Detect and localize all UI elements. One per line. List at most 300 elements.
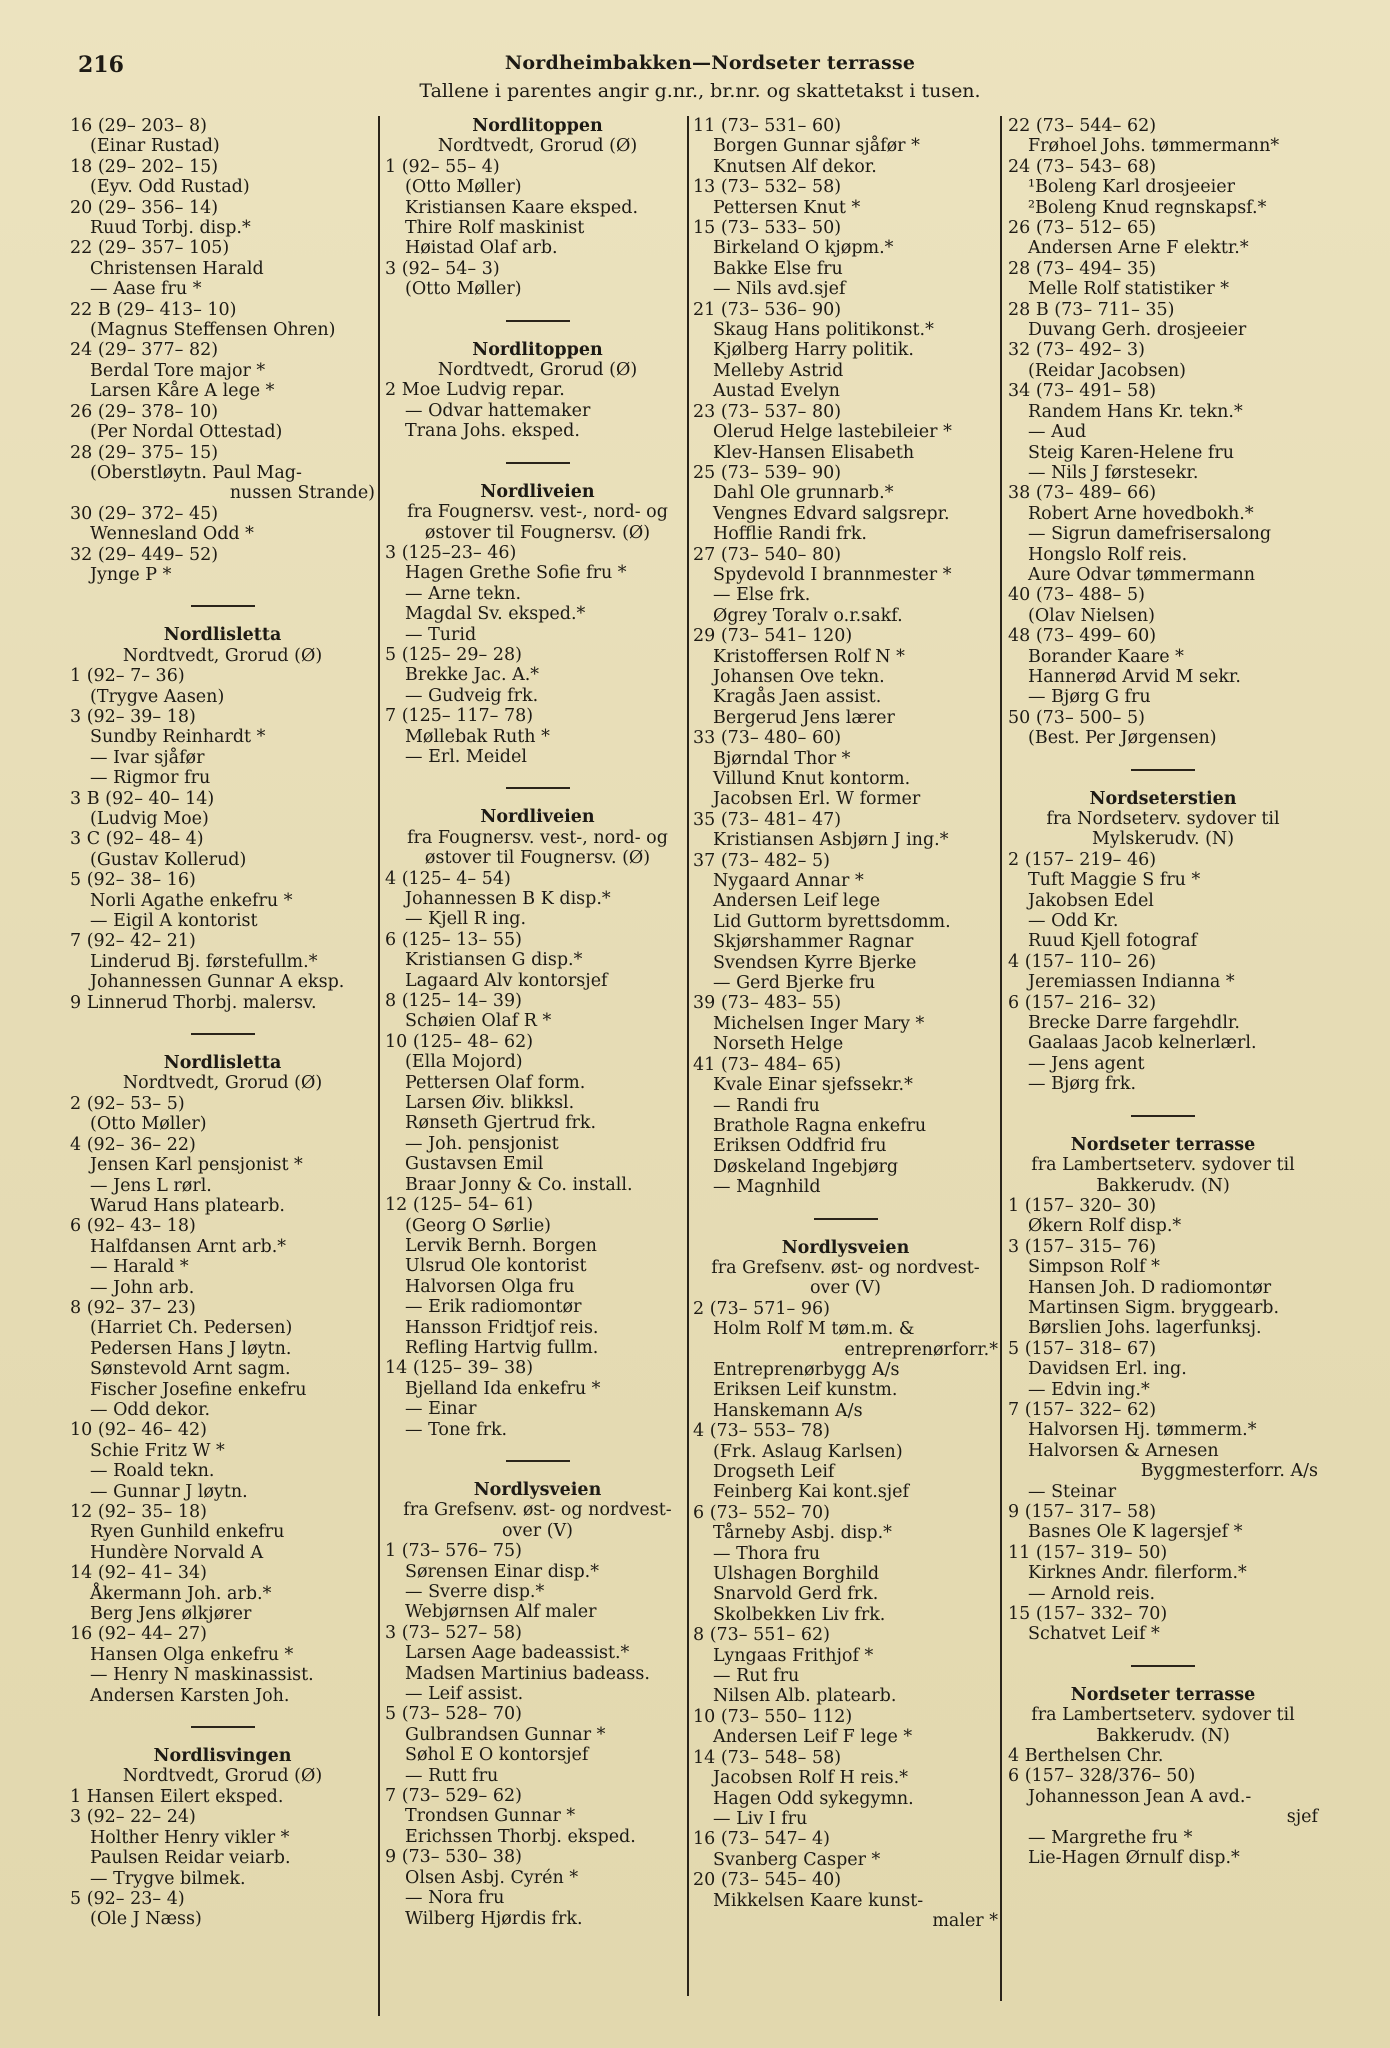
entry-text: (92– 7– 36) xyxy=(86,666,185,687)
entry-text: Spydevold I brannmester * xyxy=(713,564,952,585)
directory-entry xyxy=(693,238,998,258)
entry-text: (157– 319– 50) xyxy=(1035,1542,1168,1563)
directory-entry xyxy=(385,1420,690,1440)
entry-text: (73– 711– 35) xyxy=(1054,299,1175,320)
directory-entry xyxy=(385,1827,690,1847)
house-number: 23 xyxy=(693,401,721,422)
entry-text: — Sigrun damefrisersalong xyxy=(1028,524,1272,545)
directory-entry xyxy=(70,320,375,340)
entry-text: Schie Fritz W * xyxy=(90,1440,225,1461)
entry-text: — Odvar hattemaker xyxy=(405,400,591,421)
directory-entry xyxy=(1008,116,1318,136)
entry-text: (73– 544– 62) xyxy=(1035,116,1157,136)
entry-text: (92– 54– 3) xyxy=(401,258,500,279)
house-number: 4 xyxy=(385,868,402,889)
house-number: 7 xyxy=(70,931,87,952)
entry-text: Thire Rolf maskinist xyxy=(405,218,585,239)
directory-entry xyxy=(693,769,998,789)
house-number: 4 xyxy=(693,1421,710,1442)
entry-text: ¹Boleng Karl drosjeeier xyxy=(1028,177,1235,198)
entry-text: Magdal Sv. eksped.* xyxy=(405,604,586,625)
entry-text: (73– 536– 90) xyxy=(720,299,842,320)
entry-text: — Rut fru xyxy=(713,1666,800,1687)
entry-text: (29– 356– 14) xyxy=(97,197,219,218)
entry-text: (92– 35– 18) xyxy=(97,1502,207,1522)
entry-text: — Ivar sjåfør xyxy=(90,747,205,768)
directory-entry xyxy=(385,401,690,421)
directory-entry xyxy=(70,931,375,951)
directory-entry xyxy=(693,1055,998,1075)
directory-entry xyxy=(1008,279,1318,299)
directory-entry xyxy=(70,1278,375,1298)
entry-text: (73– 491– 58) xyxy=(1035,381,1157,402)
directory-entry xyxy=(70,116,375,136)
house-number: 4 xyxy=(1008,951,1025,972)
entry-text: Brathole Ragna enkefru xyxy=(713,1115,927,1136)
directory-entry xyxy=(70,870,375,890)
entry-text: Braar Jonny & Co. install. xyxy=(405,1174,633,1195)
directory-entry xyxy=(70,1114,375,1134)
directory-entry xyxy=(70,891,375,911)
directory-entry xyxy=(693,1421,998,1441)
directory-entry xyxy=(693,1503,998,1523)
house-number: 39 xyxy=(693,993,721,1014)
directory-entry xyxy=(70,1543,375,1563)
house-number: 6 xyxy=(70,1216,87,1237)
entry-text: — Nils J førstesekr. xyxy=(1028,462,1199,483)
entry-text: Ruud Kjell fotograf xyxy=(1028,931,1198,952)
house-number: 3 xyxy=(70,1807,87,1828)
entry-text: Andersen Leif F lege * xyxy=(713,1727,913,1748)
directory-entry xyxy=(385,1664,690,1684)
entry-text: Eriksen Leif kunstm. xyxy=(713,1380,898,1401)
directory-entry xyxy=(693,1157,998,1177)
directory-entry xyxy=(385,645,690,665)
directory-entry xyxy=(385,1113,690,1133)
directory-entry xyxy=(693,1789,998,1809)
house-number: 24 xyxy=(1008,156,1036,177)
directory-entry xyxy=(693,320,998,340)
entry-text: (29– 202– 15) xyxy=(97,156,219,177)
house-number: 3 B xyxy=(70,788,106,809)
entry-text: (Einar Rustad) xyxy=(90,136,220,157)
entry-text: Norseth Helge xyxy=(713,1034,844,1055)
directory-entry xyxy=(1008,972,1318,992)
entry-text: (92– 48– 4) xyxy=(105,829,204,850)
directory-entry xyxy=(385,604,690,624)
directory-entry xyxy=(70,1848,375,1868)
directory-entry xyxy=(385,1725,690,1745)
directory-entry xyxy=(1008,259,1318,279)
directory-entry xyxy=(1008,687,1318,707)
entry-text: Sundby Reinhardt * xyxy=(90,727,266,748)
entry-text: Martinsen Sigm. bryggearb. xyxy=(1028,1297,1280,1318)
entry-text: Økern Rolf disp.* xyxy=(1028,1216,1182,1237)
directory-entry xyxy=(1008,1237,1318,1257)
directory-entry xyxy=(385,1909,690,1929)
directory-entry xyxy=(1008,1482,1318,1502)
entry-text: — Odd Kr. xyxy=(1028,911,1119,932)
house-number: 7 xyxy=(385,706,402,727)
directory-entry xyxy=(70,1584,375,1604)
directory-entry xyxy=(693,687,998,707)
directory-entry xyxy=(385,1806,690,1826)
entry-text: Bergerud Jens lærer xyxy=(713,707,895,728)
entry-text: (92– 23– 4) xyxy=(86,1888,185,1909)
house-number: 20 xyxy=(693,1870,721,1891)
entry-text: Nilsen Alb. platearb. xyxy=(713,1686,897,1707)
directory-entry xyxy=(1008,1054,1318,1074)
entry-text: — Leif assist. xyxy=(405,1684,524,1705)
directory-entry xyxy=(70,402,375,422)
directory-entry xyxy=(385,909,690,929)
entry-text: — Arne tekn. xyxy=(405,583,522,604)
entry-text: Christensen Harald xyxy=(90,258,264,279)
directory-entry xyxy=(1008,708,1318,728)
directory-entry xyxy=(693,136,998,156)
directory-entry xyxy=(385,1216,690,1236)
entry-text: (73– 489– 66) xyxy=(1035,483,1157,504)
directory-entry xyxy=(693,1809,998,1829)
page-number: 216 xyxy=(78,52,124,78)
entry-text: Tårneby Asbj. disp.* xyxy=(713,1523,892,1544)
entry-text: — Aase fru * xyxy=(90,279,202,300)
page-title: Nordheimbakken—Nordseter terrasse xyxy=(504,52,916,74)
entry-text: Pedersen Hans J løytn. xyxy=(90,1338,292,1359)
entry-text: (29– 413– 10) xyxy=(116,299,237,320)
entry-text: Sønstevold Arnt sagm. xyxy=(90,1359,291,1380)
directory-entry xyxy=(70,850,375,870)
directory-entry xyxy=(1008,545,1318,565)
entry-text: (73– 533– 50) xyxy=(720,218,842,239)
directory-entry xyxy=(70,1461,375,1481)
entry-text: (73– 483– 55) xyxy=(720,993,842,1014)
entry-text: Norli Agathe enkefru * xyxy=(90,890,293,911)
entry-text: (Otto Møller) xyxy=(405,177,522,198)
entry-text: Døskeland Ingebjørg xyxy=(713,1156,899,1177)
directory-entry xyxy=(1008,1807,1318,1827)
directory-entry xyxy=(1008,422,1318,442)
entry-text: — Else frk. xyxy=(713,585,811,606)
directory-entry xyxy=(70,524,375,544)
house-number: 2 xyxy=(70,1093,87,1114)
directory-entry xyxy=(1008,1278,1318,1298)
entry-text: Entreprenørbygg A/s xyxy=(713,1359,900,1380)
directory-entry xyxy=(1008,1461,1318,1481)
directory-entry xyxy=(70,218,375,238)
directory-entry xyxy=(693,1299,998,1319)
entry-text: (73– 481– 47) xyxy=(720,809,842,830)
house-number: 2 xyxy=(1008,849,1025,870)
entry-text: Michelsen Inger Mary * xyxy=(713,1013,925,1034)
entry-text: (125– 39– 38) xyxy=(412,1358,534,1379)
house-number: 4 xyxy=(1008,1746,1025,1767)
street-section xyxy=(385,116,690,300)
entry-text: Jacobsen Rolf H reis.* xyxy=(713,1768,908,1789)
street-section xyxy=(385,462,690,768)
entry-text: (Otto Møller) xyxy=(405,279,522,300)
directory-entry xyxy=(385,198,690,218)
entry-text: (Magnus Steffensen Ohren) xyxy=(90,320,336,341)
entry-text: — Roald tekn. xyxy=(90,1461,215,1482)
entry-text: Fischer Josefine enkefru xyxy=(90,1379,307,1400)
directory-entry xyxy=(70,687,375,707)
street-description: Bakkerudv. (N) xyxy=(1096,1175,1230,1196)
entry-text: (73– 576– 75) xyxy=(401,1541,522,1562)
directory-entry xyxy=(70,1869,375,1889)
directory-entry xyxy=(693,891,998,911)
directory-entry xyxy=(693,1482,998,1502)
entry-text: — Einar xyxy=(405,1399,477,1420)
street-description: Bakkerudv. (N) xyxy=(1096,1725,1230,1746)
directory-entry xyxy=(70,157,375,177)
house-number: 26 xyxy=(1008,218,1036,239)
directory-entry xyxy=(385,279,690,299)
directory-entry xyxy=(1008,463,1318,483)
entry-text: sjef xyxy=(1286,1807,1318,1828)
entry-text: Holther Henry vikler * xyxy=(90,1827,290,1848)
house-number: 14 xyxy=(70,1563,98,1584)
directory-entry xyxy=(70,504,375,524)
entry-text: Larsen Kåre A lege * xyxy=(90,381,275,402)
entry-text: ²Boleng Knud regnskapsf.* xyxy=(1028,197,1267,218)
directory-entry xyxy=(385,1643,690,1663)
house-number: 6 xyxy=(693,1502,710,1523)
directory-entry xyxy=(385,1175,690,1195)
directory-entry xyxy=(693,1564,998,1584)
entry-text: — Thora fru xyxy=(713,1543,821,1564)
street-name: Nordseterstien xyxy=(1089,788,1237,809)
entry-text: Gustavsen Emil xyxy=(405,1154,544,1175)
directory-entry xyxy=(693,1442,998,1462)
street-name: Nordlysveien xyxy=(473,1479,602,1500)
entry-text: Austad Evelyn xyxy=(713,381,840,402)
directory-entry xyxy=(693,422,998,442)
house-number: 15 xyxy=(1008,1604,1036,1625)
entry-text: (73– 528– 70) xyxy=(401,1704,522,1725)
directory-entry xyxy=(1008,524,1318,544)
directory-entry xyxy=(70,1176,375,1196)
directory-entry xyxy=(385,1256,690,1276)
entry-text: (92– 53– 5) xyxy=(86,1093,185,1114)
entry-text: Børslien Johs. lagerfunksj. xyxy=(1028,1318,1262,1339)
directory-entry xyxy=(385,1766,690,1786)
directory-entry xyxy=(70,483,375,503)
entry-text: Kristiansen Asbjørn J ing.* xyxy=(713,830,949,851)
entry-text: Hofflie Randi frk. xyxy=(713,524,867,545)
directory-entry xyxy=(693,463,998,483)
directory-entry xyxy=(1008,1074,1318,1094)
entry-text: (125– 4– 54) xyxy=(401,868,511,889)
entry-text: (73– 540– 80) xyxy=(720,544,842,565)
house-number: 15 xyxy=(693,218,721,239)
directory-entry xyxy=(693,177,998,197)
entry-text: Hagen Odd sykegymn. xyxy=(713,1788,914,1809)
house-number: 9 xyxy=(385,1847,402,1868)
directory-entry xyxy=(1008,1563,1318,1583)
entry-text: Gulbrandsen Gunnar * xyxy=(405,1724,606,1745)
directory-entry xyxy=(693,1340,998,1360)
directory-entry xyxy=(385,950,690,970)
directory-entry xyxy=(385,706,690,726)
directory-entry xyxy=(693,851,998,871)
directory-entry xyxy=(70,1645,375,1665)
entry-text: Eriksen Oddfrid fru xyxy=(713,1136,887,1157)
directory-entry xyxy=(1008,911,1318,931)
directory-entry xyxy=(385,665,690,685)
house-number: 28 xyxy=(70,442,98,463)
house-number: 1 xyxy=(1008,1195,1025,1216)
entry-text: (73– 550– 112) xyxy=(720,1706,853,1727)
entry-text: entreprenørforr.* xyxy=(844,1339,998,1360)
directory-entry xyxy=(693,1768,998,1788)
directory-entry xyxy=(693,789,998,809)
directory-entry xyxy=(693,728,998,748)
directory-entry xyxy=(385,1318,690,1338)
street-description: Nordtvedt, Grorud (Ø) xyxy=(122,1073,323,1094)
directory-entry xyxy=(70,198,375,218)
entry-text: Kristiansen G disp.* xyxy=(405,950,583,971)
directory-entry xyxy=(70,1318,375,1338)
directory-entry xyxy=(70,789,375,809)
directory-entry xyxy=(1008,1257,1318,1277)
entry-text: (92– 43– 18) xyxy=(86,1216,196,1237)
directory-entry xyxy=(1008,931,1318,951)
house-number: 50 xyxy=(1008,707,1036,728)
house-number: 8 xyxy=(385,991,402,1012)
entry-text: (Olav Nielsen) xyxy=(1028,605,1155,626)
directory-entry xyxy=(693,1870,998,1890)
house-number: 6 xyxy=(1008,1766,1025,1787)
directory-entry xyxy=(70,422,375,442)
street-description: østover til Fougnersv. (Ø) xyxy=(424,522,651,543)
page-subtitle: Tallene i parentes angir g.nr., br.nr. og skattetakst i tusen. xyxy=(419,80,981,102)
entry-text: — Arnold reis. xyxy=(1028,1583,1156,1604)
entry-text: Halfdansen Arnt arb.* xyxy=(90,1236,287,1257)
entry-text: (157– 110– 26) xyxy=(1024,951,1157,972)
entry-text: Ruud Torbj. disp.* xyxy=(90,218,251,239)
entry-text: — Eigil A kontorist xyxy=(90,911,258,932)
directory-entry xyxy=(70,1563,375,1583)
entry-text: Jacobsen Erl. W former xyxy=(713,789,921,810)
directory-entry xyxy=(693,1401,998,1421)
directory-entry xyxy=(385,625,690,645)
directory-entry xyxy=(1008,850,1318,870)
entry-text: — Magnhild xyxy=(713,1177,821,1198)
entry-text: (157– 317– 58) xyxy=(1024,1502,1157,1522)
directory-entry xyxy=(693,973,998,993)
entry-text: Lagaard Alv kontorsjef xyxy=(405,970,608,991)
directory-entry xyxy=(1008,1584,1318,1604)
house-number: 22 xyxy=(1008,116,1036,136)
directory-entry xyxy=(1008,1787,1318,1807)
entry-text: Ulsrud Ole kontorist xyxy=(405,1256,587,1277)
house-number: 33 xyxy=(693,728,721,749)
street-description: fra Fougnersv. vest-, nord- og xyxy=(407,827,668,848)
entry-text: Erichssen Thorbj. eksped. xyxy=(405,1826,636,1847)
directory-entry xyxy=(693,443,998,463)
street-section xyxy=(1008,769,1318,1095)
directory-entry xyxy=(385,1358,690,1378)
directory-entry xyxy=(693,565,998,585)
directory-entry xyxy=(70,463,375,483)
entry-text: — Steinar xyxy=(1028,1481,1117,1502)
directory-entry xyxy=(693,279,998,299)
directory-entry xyxy=(70,443,375,463)
directory-entry xyxy=(70,1420,375,1440)
entry-text: Knutsen Alf dekor. xyxy=(713,156,877,177)
section-separator xyxy=(191,605,255,607)
directory-entry xyxy=(70,1339,375,1359)
entry-text: (73– 545– 40) xyxy=(720,1870,842,1891)
directory-entry xyxy=(70,136,375,156)
directory-entry xyxy=(70,259,375,279)
house-number: 16 xyxy=(70,1624,98,1645)
directory-entry xyxy=(693,545,998,565)
directory-entry xyxy=(693,504,998,524)
entry-text: Svendsen Kyrre Bjerke xyxy=(713,952,917,973)
directory-entry xyxy=(385,563,690,583)
entry-text: Svanberg Casper * xyxy=(713,1849,881,1870)
directory-entry xyxy=(693,1625,998,1645)
directory-entry xyxy=(693,218,998,238)
directory-entry xyxy=(693,1319,998,1339)
entry-text: (73– 512– 65) xyxy=(1035,218,1157,239)
house-number: 3 C xyxy=(70,829,106,850)
house-number: 25 xyxy=(693,462,721,483)
directory-entry xyxy=(1008,1828,1318,1848)
house-number: 7 xyxy=(1008,1399,1025,1420)
section-separator xyxy=(506,320,570,322)
directory-entry xyxy=(70,1380,375,1400)
entry-text: (73– 543– 68) xyxy=(1035,156,1157,177)
house-number: 14 xyxy=(693,1747,721,1768)
directory-entry xyxy=(693,647,998,667)
entry-text: Robert Arne hovedbokh.* xyxy=(1028,503,1254,524)
directory-entry xyxy=(385,930,690,950)
entry-text: Refling Hartvig fullm. xyxy=(405,1337,599,1358)
directory-entry xyxy=(70,1624,375,1644)
entry-text: — Bjørg G fru xyxy=(1028,687,1151,708)
directory-entry xyxy=(1008,606,1318,626)
directory-entry xyxy=(385,889,690,909)
street-section xyxy=(693,116,998,1198)
entry-text: Lyngaas Frithjof * xyxy=(713,1645,874,1666)
directory-entry xyxy=(385,584,690,604)
entry-text: Paulsen Reidar veiarb. xyxy=(90,1848,291,1869)
directory-entry xyxy=(693,483,998,503)
entry-text: Warud Hans platearb. xyxy=(90,1195,285,1216)
entry-text: Pettersen Olaf form. xyxy=(405,1072,586,1093)
house-number: 24 xyxy=(70,340,98,361)
street-section xyxy=(70,1726,375,1930)
directory-entry xyxy=(70,1400,375,1420)
entry-text: (29– 378– 10) xyxy=(97,401,219,422)
entry-text: (125– 54– 61) xyxy=(412,1195,534,1216)
directory-entry xyxy=(1008,198,1318,218)
entry-text: Ryen Gunhild enkefru xyxy=(90,1522,285,1543)
directory-entry xyxy=(693,1686,998,1706)
entry-text: Melle Rolf statistiker * xyxy=(1028,279,1230,300)
street-section xyxy=(70,605,375,1013)
directory-entry xyxy=(693,1544,998,1564)
column-4 xyxy=(1008,116,1318,1869)
entry-text: Holm Rolf M tøm.m. & xyxy=(713,1319,915,1340)
street-section xyxy=(385,1460,690,1929)
directory-entry xyxy=(70,1807,375,1827)
entry-text: (73– 553– 78) xyxy=(709,1421,830,1442)
entry-text: Berg Jens ølkjører xyxy=(90,1604,252,1625)
